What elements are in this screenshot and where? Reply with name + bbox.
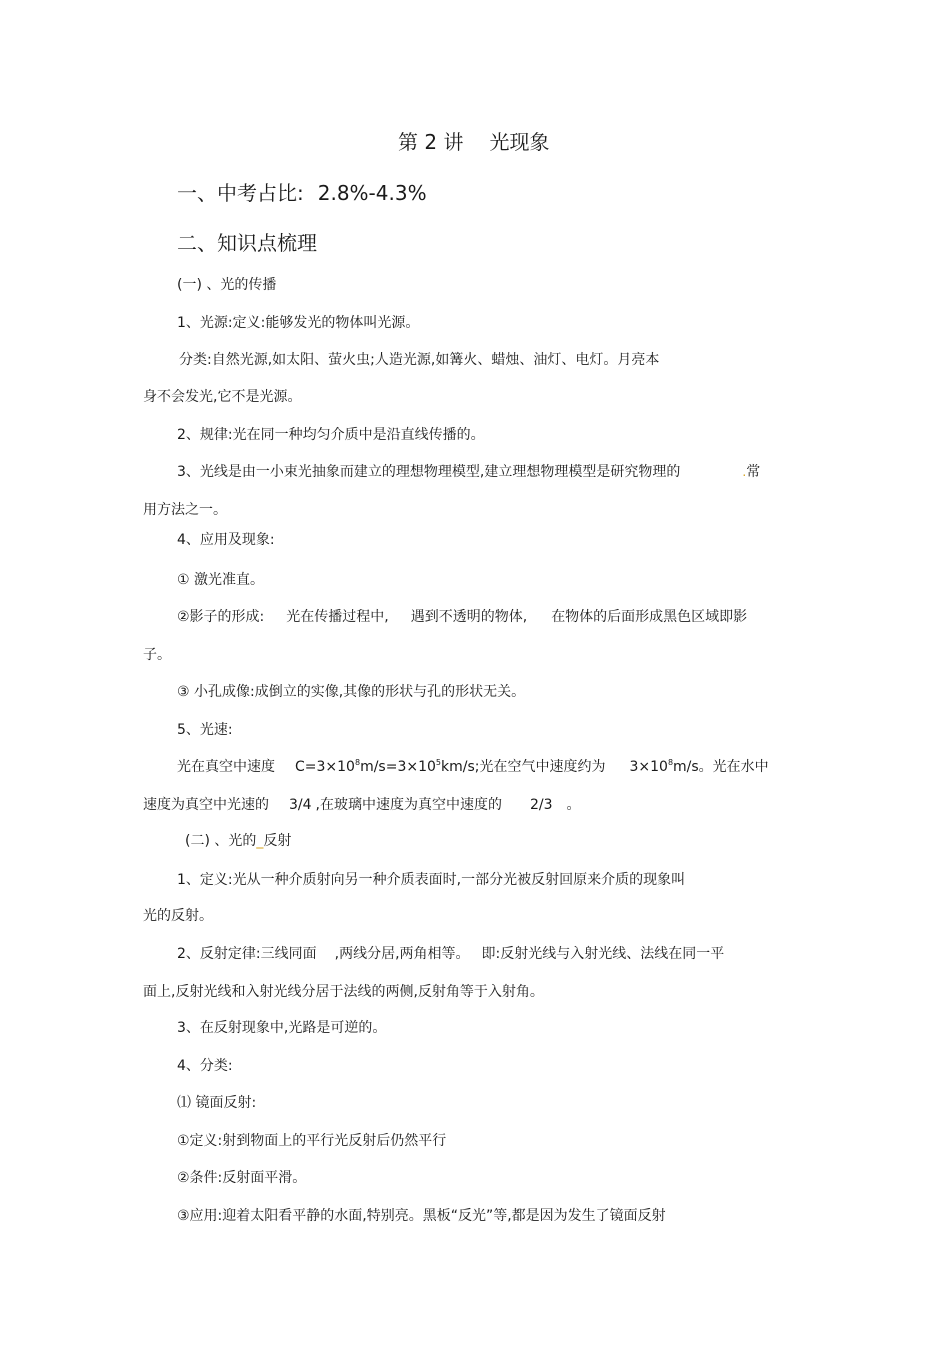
lecture-number: 第 2 讲: [398, 130, 464, 154]
list-item-specular-application: ③应用:迎着太阳看平静的水面,特别亮。黑板“反光”等,都是因为发生了镜面反射: [177, 1208, 666, 1224]
paragraph-reflection-definition-line1: 1、定义:光从一种介质射向另一种介质表面时,一部分光被反射回原来介质的现象叫: [177, 872, 686, 888]
paragraph-reflection-definition-line2: 光的反射。: [143, 908, 213, 924]
paragraph-light-speed-line1: [177, 757, 769, 777]
law-text-2: ,两线分居: [334, 946, 396, 962]
list-item-specular: ⑴ 镜面反射:: [177, 1095, 257, 1111]
light-ray-tail: 常: [746, 464, 761, 480]
speed-formula-3: 3×10: [629, 759, 668, 775]
speed-text-2: km/s;光在空气中速度约为: [441, 759, 606, 775]
shadow-text-1: 光在传播过程中,: [286, 609, 389, 625]
speed-glass-text: ,在玻璃中速度为真空中速度的: [315, 797, 502, 813]
law-text-1: 2、反射定律:三线同面: [177, 946, 317, 962]
list-item-laser: ① 激光准直。: [177, 572, 265, 588]
paragraph-applications: 4、应用及现象:: [177, 532, 275, 548]
shadow-label: ②影子的形成:: [177, 609, 265, 625]
paragraph-reversible: 3、在反射现象中,光路是可逆的。: [177, 1020, 387, 1036]
reflection-heading-b: 反射: [263, 833, 292, 849]
speed-exponent-3: 8: [667, 758, 674, 767]
paragraph-light-ray-line1: [177, 462, 760, 482]
paragraph-law: 2、规律:光在同一种均匀介质中是沿直线传播的。: [177, 427, 485, 443]
blank-marker: _: [256, 833, 264, 849]
paragraph-light-speed-line2: [143, 795, 581, 815]
list-item-specular-condition: ②条件:反射面平滑。: [177, 1170, 307, 1186]
section-label: 一、中考占比:: [177, 181, 304, 205]
paragraph-light-speed-heading: 5、光速:: [177, 722, 233, 738]
paragraph-classification-line2: 身不会发光,它不是光源。: [143, 389, 302, 405]
list-item-pinhole: ③ 小孔成像:成倒立的实像,其像的形状与孔的形状无关。: [177, 684, 526, 700]
paragraph-reflection-law-line2: 面上,反射光线和入射光线分居于法线的两侧,反射角等于入射角。: [143, 984, 544, 1000]
list-item-specular-definition: ①定义:射到物面上的平行光反射后仍然平行: [177, 1133, 447, 1149]
shadow-text-3: 在物体的后面形成黑色区域即影: [551, 609, 748, 625]
section-heading-exam-ratio: [177, 180, 427, 206]
paragraph-classification: 4、分类:: [177, 1058, 233, 1074]
list-item-shadow-line1: [177, 607, 747, 627]
speed-water-value: 3/4: [289, 797, 312, 813]
subsection-heading-propagation: (一) 、光的传播: [177, 277, 277, 293]
speed-formula-2: m/s=3×10: [360, 759, 436, 775]
subsection-heading-reflection: [185, 831, 291, 851]
section-heading-knowledge: 二、知识点梳理: [177, 231, 317, 255]
paragraph-reflection-law-line1: [177, 944, 724, 964]
speed-exponent-1: 8: [354, 758, 361, 767]
speed-text-1: 光在真空中速度: [177, 759, 275, 775]
paragraph-classification-line1: 分类:自然光源,如太阳、萤火虫;人造光源,如篝火、蜡烛、油灯、电灯。月亮本: [179, 352, 660, 368]
page-title: [398, 129, 549, 155]
shadow-text-2: 遇到不透明的物体,: [410, 609, 528, 625]
list-item-shadow-line2: 子。: [143, 647, 171, 663]
paragraph-light-source-definition: 1、光源:定义:能够发光的物体叫光源。: [177, 315, 420, 331]
speed-period: 。: [566, 797, 581, 813]
blank-marker: .: [742, 465, 747, 479]
lecture-topic: 光现象: [489, 130, 550, 154]
speed-text-3: m/s。光在水中: [673, 759, 769, 775]
speed-formula-1: C=3×10: [295, 759, 355, 775]
law-text-4: 即:反射光线与入射光线、法线在同一平: [481, 946, 725, 962]
section-value: 2.8%-4.3%: [317, 181, 427, 205]
speed-water-text: 速度为真空中光速的: [143, 797, 269, 813]
reflection-heading-a: (二) 、光的: [185, 833, 257, 849]
speed-exponent-2: 5: [435, 758, 441, 767]
law-text-3: ,两角相等。: [395, 946, 470, 962]
speed-glass-value: 2/3: [529, 797, 553, 813]
paragraph-light-ray-line2: 用方法之一。: [143, 502, 227, 518]
light-ray-text: 3、光线是由一小束光抽象而建立的理想物理模型,建立理想物理模型是研究物理的: [177, 464, 681, 480]
